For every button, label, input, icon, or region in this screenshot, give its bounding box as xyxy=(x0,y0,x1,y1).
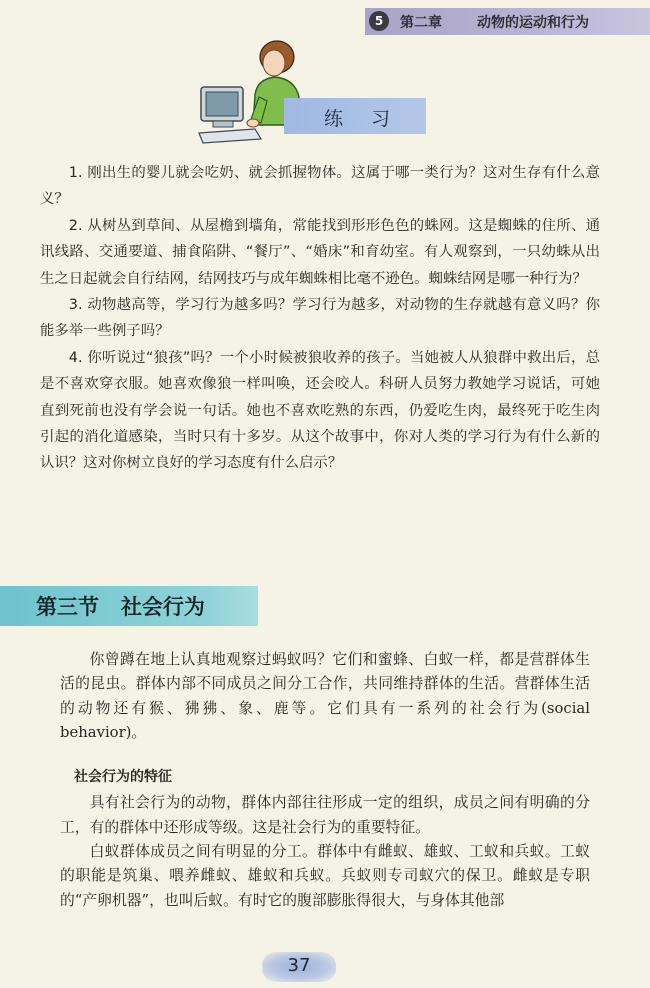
subheading: 社会行为的特征 xyxy=(74,769,172,786)
body-text xyxy=(60,648,590,913)
page-number: 37 xyxy=(287,955,311,976)
chapter-number-badge: 5 xyxy=(369,11,389,31)
exercise-banner xyxy=(284,98,426,134)
question-1: 1. 刚出生的婴儿就会吃奶、就会抓握物体。这属于哪一类行为？这对生存有什么意义？ xyxy=(40,165,600,208)
exercise-label: 练习 xyxy=(324,108,419,130)
intro-paragraph: 你曾蹲在地上认真地观察过蚂蚁吗？它们和蜜蜂、白蚁一样，都是营群体生活的昆虫。群体内部不同成员之间分工合作，共同维持群体的生活。营群体生活的动物还有猴、狒狒、象、鹿等。它们具有一系列的社会行为(social behavior)。 xyxy=(60,651,590,741)
paragraph-1: 具有社会行为的动物，群体内部往往形成一定的组织，成员之间有明确的分工，有的群体中还形成等级。这是社会行为的重要特征。 xyxy=(60,794,590,836)
chapter-label: 第二章 xyxy=(400,15,442,31)
chapter-title: 动物的运动和行为 xyxy=(477,15,589,31)
question-3: 3. 动物越高等，学习行为越多吗？学习行为越多，对动物的生存就越有意义吗？你能多举一些例子吗？ xyxy=(40,297,600,340)
section-title: 第三节 社会行为 xyxy=(36,595,205,619)
paragraph-2: 白蚁群体成员之间有明显的分工。群体中有雌蚁、雄蚁、工蚁和兵蚁。工蚁的职能是筑巢、喂养雌蚁、雄蚁和兵蚁。兵蚁则专司蚁穴的保卫。雌蚁是专职的“产卵机器”，也叫后蚁。有时它的腹部膨胀得很大，与身体其他部 xyxy=(60,843,590,909)
page-number-badge xyxy=(262,952,336,982)
question-4: 4. 你听说过“狼孩”吗？一个小时候被狼收养的孩子。当她被人从狼群中救出后，总是不喜欢穿衣服。她喜欢像狼一样叫唤，还会咬人。科研人员努力教她学习说话，可她直到死前也没有学会说一句话。她也不喜欢吃熟的东西，仍爱吃生肉，最终死于吃生肉引起的消化道感染，当时只有十多岁。从这个故事中，你对人类的学习行为有什么新的认识？这对你树立良好的学习态度有什么启示？ xyxy=(40,349,600,472)
running-header xyxy=(365,8,650,35)
question-2: 2. 从树丛到草间、从屋檐到墙角，常能找到形形色色的蛛网。这是蜘蛛的住所、通讯线路、交通要道、捕食陷阱、“餐厅”、“婚床”和育幼室。有人观察到，一只幼蛛从出生之日起就会自行结网，结网技巧与成年蜘蛛相比毫不逊色。蜘蛛结网是哪一种行为？ xyxy=(40,217,600,287)
exercise-questions xyxy=(40,160,600,477)
section-heading-bar xyxy=(0,586,258,626)
